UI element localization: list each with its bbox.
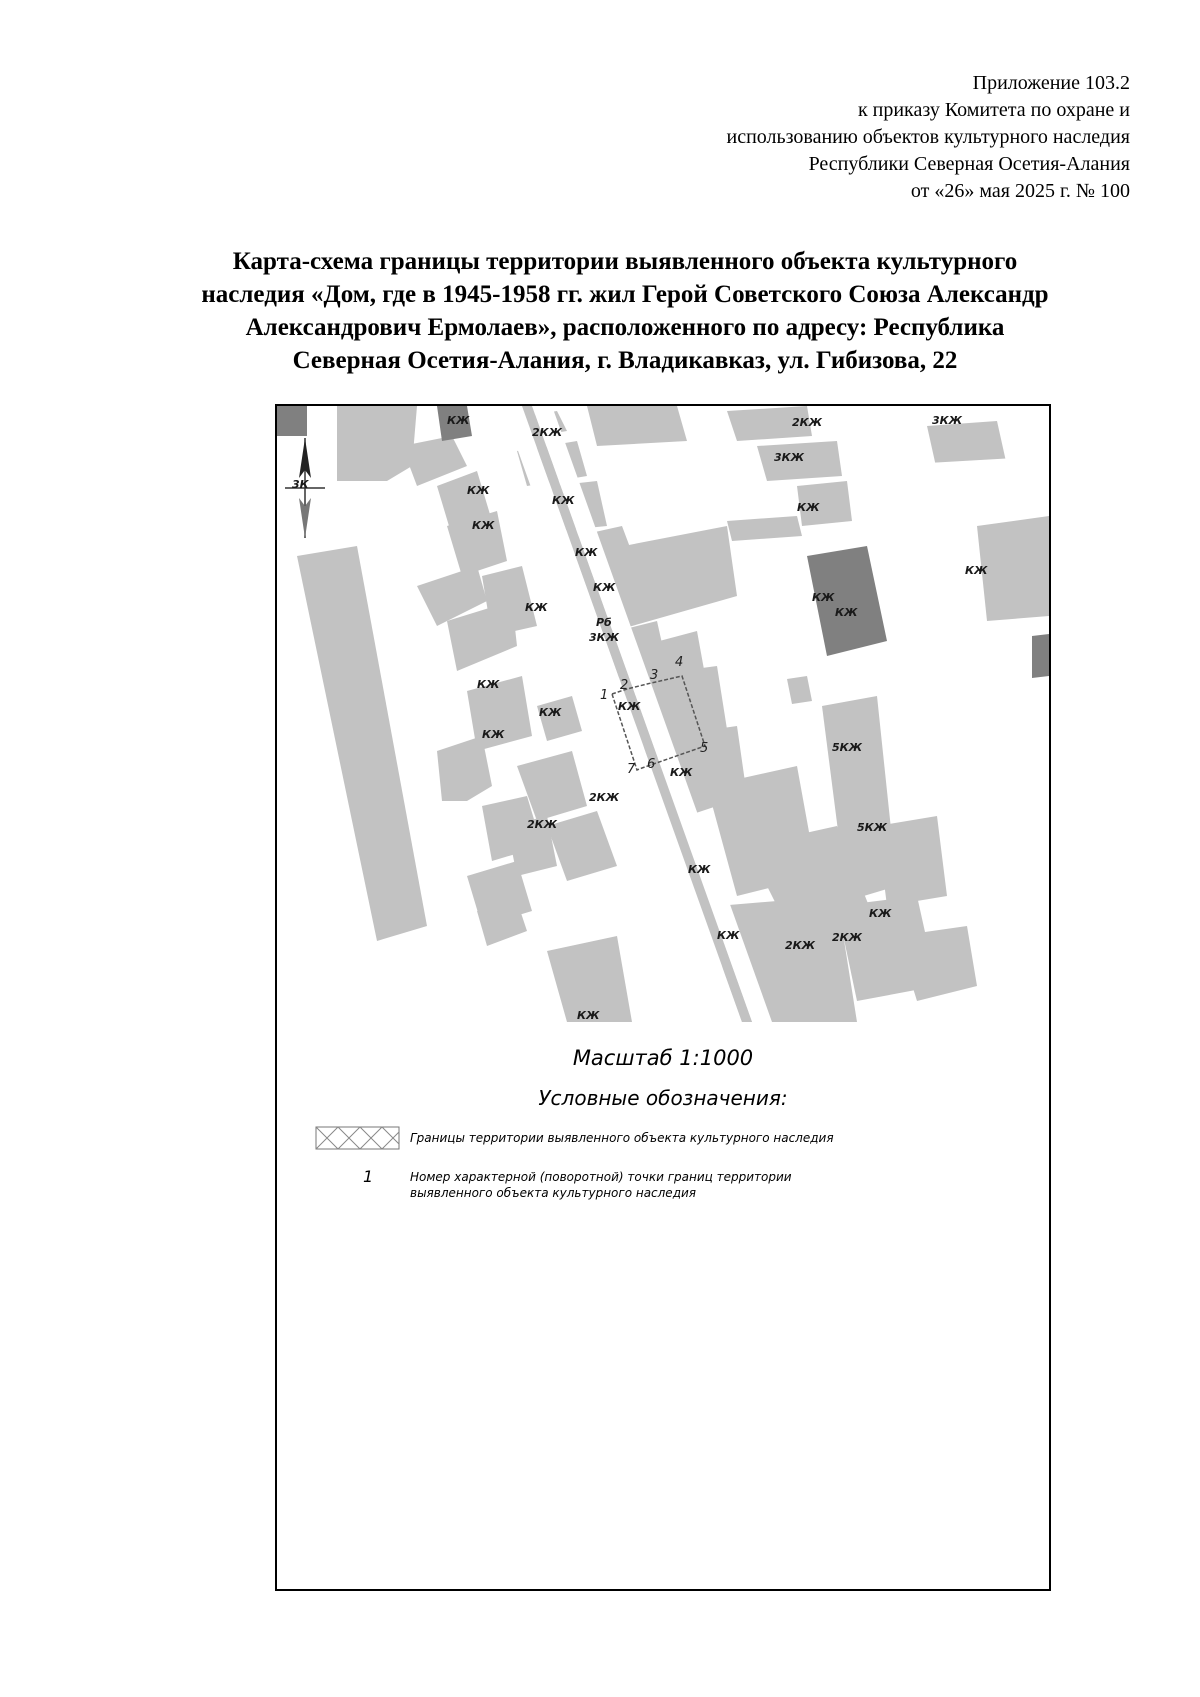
building-label: 2КЖ [589, 791, 620, 804]
building-label: Рб [596, 616, 612, 629]
legend-item-label-line: выявленного объекта культурного наследия [410, 1186, 697, 1200]
building-label: КЖ [577, 1009, 600, 1022]
point-number-symbol: 1 [363, 1167, 374, 1186]
building-label: КЖ [593, 581, 616, 594]
building-label: КЖ [482, 728, 505, 741]
building-label: 2КЖ [532, 426, 563, 439]
building-label: КЖ [618, 700, 641, 713]
building-label: КЖ [525, 601, 548, 614]
title-line: Северная Осетия-Алания, г. Владикавказ, ул. Гибизова, 22 [292, 347, 958, 374]
appendix-header [727, 70, 1131, 205]
building-label: КЖ [688, 863, 711, 876]
title-line: наследия «Дом, где в 1945-1958 гг. жил Герой Советского Союза Александр [201, 281, 1049, 308]
building-label: 5КЖ [832, 741, 863, 754]
appendix-line: использованию объектов культурного наследия [726, 126, 1130, 148]
boundary-point-number: 4 [675, 655, 684, 670]
legend-item-label: Границы территории выявленного объекта культурного наследия [410, 1131, 834, 1145]
building-label: 2КЖ [792, 416, 823, 429]
building-label: КЖ [447, 414, 470, 427]
building-dark [1032, 634, 1049, 678]
building-label: 3КЖ [932, 414, 963, 427]
building-label: КЖ [965, 564, 988, 577]
building-label: КЖ [835, 606, 858, 619]
building [977, 516, 1049, 621]
building-label: 3КЖ [589, 631, 620, 644]
appendix-line: Республики Северная Осетия-Алания [808, 153, 1130, 175]
building-label: 3К [292, 478, 309, 491]
building-label: КЖ [869, 907, 892, 920]
building-dark [277, 406, 307, 436]
building-label: 5КЖ [857, 821, 888, 834]
building-label: КЖ [575, 546, 598, 559]
building-label: КЖ [467, 484, 490, 497]
building [877, 816, 947, 906]
building-label: 2КЖ [832, 931, 863, 944]
legend-item-label [410, 1169, 792, 1201]
appendix-line: к приказу Комитета по охране и [857, 99, 1130, 121]
building-label: КЖ [477, 678, 500, 691]
legend-title: Условные обозначения: [538, 1086, 788, 1110]
appendix-line: от «26» мая 2025 г. № 100 [910, 180, 1130, 202]
appendix-line: Приложение 103.2 [972, 72, 1130, 94]
building-label: КЖ [472, 519, 495, 532]
boundary-point-number: 3 [650, 668, 659, 683]
building-label: 2КЖ [785, 939, 816, 952]
building-label: КЖ [670, 766, 693, 779]
building-label: КЖ [552, 494, 575, 507]
legend-item-label-line: Номер характерной (поворотной) точки границ территории [410, 1170, 792, 1184]
boundary-point-number: 1 [600, 688, 609, 703]
building-label: КЖ [812, 591, 835, 604]
map-frame [275, 404, 1051, 1591]
boundary-point-number: 2 [620, 678, 629, 693]
document-title [110, 245, 1140, 377]
building-label: КЖ [797, 501, 820, 514]
title-line: Карта-схема границы территории выявленного объекта культурного [232, 248, 1018, 275]
building-label: 3КЖ [774, 451, 805, 464]
boundary-point-number: 6 [647, 757, 656, 772]
building-label: 2КЖ [527, 818, 558, 831]
boundary-point-number: 7 [627, 762, 636, 777]
building [587, 406, 687, 446]
building-label: КЖ [539, 706, 562, 719]
building [337, 406, 417, 481]
hatch-symbol-icon [315, 1126, 400, 1150]
site-plan-map [277, 406, 1049, 1022]
building-label: КЖ [717, 929, 740, 942]
title-line: Александрович Ермолаев», расположенного по адресу: Республика [245, 314, 1005, 341]
boundary-point-number: 5 [700, 741, 709, 756]
map-scale: Масштаб 1:1000 [572, 1046, 754, 1070]
